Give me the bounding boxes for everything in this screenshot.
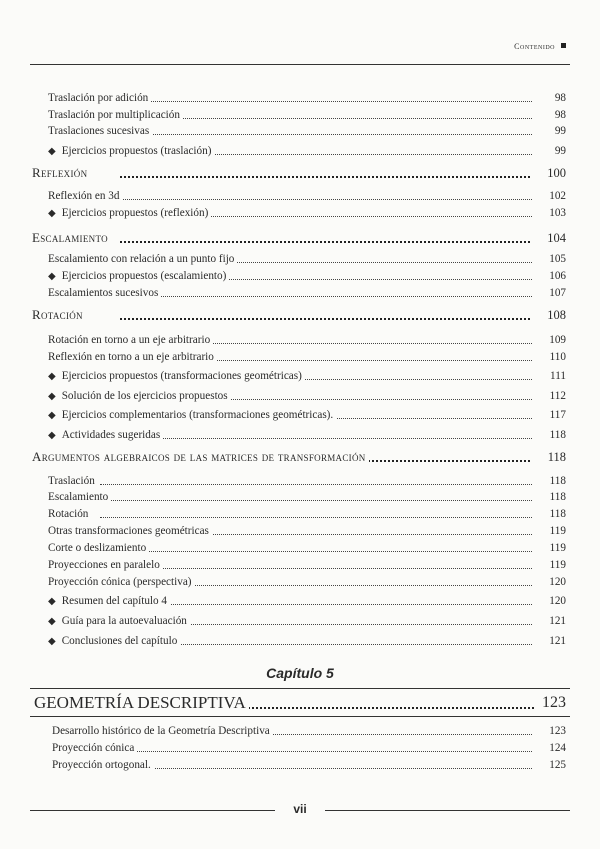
toc-entry[interactable] [0, 741, 600, 755]
toc-entry-text: Ejercicios complementarios (transformaciones geométricas). [61, 409, 334, 421]
toc-entry-text: Reflexión en torno a un eje arbitrario [48, 351, 214, 363]
toc-entry[interactable] [0, 634, 600, 648]
toc-entry[interactable] [0, 594, 600, 608]
toc-entry[interactable] [0, 189, 600, 203]
toc-entry[interactable] [0, 490, 600, 504]
toc-entry-label [48, 189, 122, 203]
toc-page-number: 110 [532, 350, 566, 364]
leader-dots [100, 758, 534, 769]
leader-dots [100, 474, 534, 485]
toc-page-number: 121 [532, 614, 566, 628]
leader-dots [100, 124, 534, 135]
page-footer [0, 800, 600, 820]
toc-page-number: 118 [532, 428, 566, 442]
diamond-bullet-icon: ◆ [48, 616, 56, 627]
toc-entry[interactable] [0, 269, 600, 283]
toc-entry-text: Proyección cónica [52, 742, 135, 754]
toc-entry-label [48, 408, 336, 423]
toc-entry[interactable] [0, 614, 600, 628]
toc-entry-label [48, 269, 229, 284]
toc-section[interactable] [0, 166, 600, 180]
toc-entry-label [52, 724, 273, 738]
toc-page-number: 123 [532, 724, 566, 738]
toc-entry-label [52, 758, 154, 772]
toc-entry-text: Resumen del capítulo 4 [61, 595, 168, 607]
diamond-bullet-icon: ◆ [48, 596, 56, 607]
toc-entry[interactable] [0, 541, 600, 555]
toc-page-number: 108 [532, 308, 566, 322]
page-number: vii [293, 802, 307, 816]
toc-page-number: 120 [532, 575, 566, 589]
toc-entry-label [48, 490, 111, 504]
toc-entry-label [48, 144, 214, 159]
leader-dots [100, 286, 534, 297]
running-title: Contenido [514, 42, 555, 51]
toc-entry[interactable] [0, 91, 600, 105]
toc-entry-label [48, 428, 163, 443]
toc-entry-text: Rotación [48, 508, 89, 520]
toc-entry-label [48, 575, 195, 589]
toc-entry-label [48, 91, 151, 105]
toc-page-number: 103 [532, 206, 566, 220]
toc-entry[interactable] [0, 558, 600, 572]
toc-entry-text: Desarrollo histórico de la Geometría Descriptiva [52, 725, 270, 737]
toc-entry-label [48, 286, 161, 300]
toc-entry[interactable] [0, 758, 600, 772]
toc-entry-label [32, 166, 90, 180]
leader-dots [100, 490, 534, 501]
toc-entry-label [32, 231, 111, 245]
toc-entry[interactable] [0, 124, 600, 138]
toc-entry-label [48, 350, 217, 364]
toc-entry-text: Otras transformaciones geométricas [48, 525, 209, 537]
toc-entry-text: Reflexión en 3d [48, 190, 120, 202]
toc-entry-label [48, 614, 190, 629]
running-header [514, 42, 566, 51]
toc-entry-text: Proyección cónica (perspectiva) [48, 576, 192, 588]
toc-section[interactable] [0, 450, 600, 464]
toc-entry-label [48, 333, 213, 347]
toc-page-number: 119 [532, 541, 566, 555]
leader-dots [120, 166, 534, 178]
diamond-bullet-icon: ◆ [48, 208, 56, 219]
toc-entry-text: Traslación [48, 475, 95, 487]
toc-entry-text: Ejercicios propuestos (escalamiento) [61, 270, 227, 282]
toc-entry[interactable] [0, 144, 600, 158]
diamond-bullet-icon: ◆ [48, 391, 56, 402]
toc-page-number: 118 [532, 450, 566, 464]
toc-page-number: 106 [532, 269, 566, 283]
toc-entry-text: Argumentos algebraicos de las matrices de transformación [32, 449, 366, 464]
toc-entry-text: Escalamiento con relación a un punto fijo [48, 253, 235, 265]
toc-page-number: 109 [532, 333, 566, 347]
toc-entry-label [48, 369, 305, 384]
toc-page-number: 118 [532, 474, 566, 488]
toc-entry[interactable] [0, 350, 600, 364]
chapter-label: Capítulo 5 [266, 665, 334, 681]
diamond-bullet-icon: ◆ [48, 410, 56, 421]
toc-page-number: 112 [532, 389, 566, 403]
toc-entry[interactable] [0, 724, 600, 738]
toc-entry-label [48, 558, 163, 572]
chapter-title: GEOMETRÍA DESCRIPTIVA [34, 692, 249, 714]
toc-entry-label [48, 474, 98, 488]
toc-page-number: 105 [532, 252, 566, 266]
toc-entry-text: Traslación por multiplicación [48, 109, 180, 121]
toc-entry-label [32, 450, 369, 464]
toc-page-number: 100 [532, 166, 566, 180]
toc-entry-label [48, 389, 231, 404]
chapter-rule [30, 688, 570, 689]
toc-entry-label [48, 206, 211, 221]
toc-entry-text: Ejercicios propuestos (traslación) [61, 145, 212, 157]
toc-page-number: 117 [532, 408, 566, 422]
toc-entry-text: Corte o deslizamiento [48, 542, 147, 554]
toc-entry-text: Traslaciones sucesivas [48, 125, 150, 137]
toc-entry-label [48, 507, 91, 521]
toc-entry-text: Actividades sugeridas [61, 429, 161, 441]
toc-entry-text: Proyección ortogonal. [52, 759, 151, 771]
chapter-page: 123 [542, 692, 566, 714]
leader-dots [100, 558, 534, 569]
chapter-title-entry[interactable] [0, 692, 600, 714]
diamond-bullet-icon: ◆ [48, 271, 56, 282]
toc-entry-label [32, 308, 86, 322]
leader-dots [100, 507, 534, 518]
leader-dots [240, 692, 534, 709]
toc-entry[interactable] [0, 333, 600, 347]
toc-entry-text: Traslación por adición [48, 92, 149, 104]
toc-entry-text: Escalamientos sucesivos [48, 287, 159, 299]
diamond-bullet-icon: ◆ [48, 636, 56, 647]
toc-entry-text: Conclusiones del capítulo [61, 635, 178, 647]
toc-entry[interactable] [0, 206, 600, 220]
toc-page-number: 120 [532, 594, 566, 608]
toc-entry-text: Reflexión [32, 165, 88, 180]
toc-entry[interactable] [0, 252, 600, 266]
toc-entry-text: Rotación [32, 307, 83, 322]
toc-page-number: 102 [532, 189, 566, 203]
square-bullet-icon [561, 43, 566, 48]
toc-page-number: 107 [532, 286, 566, 300]
toc-section[interactable] [0, 231, 600, 245]
toc-entry-label [48, 634, 180, 649]
toc-page-number: 125 [532, 758, 566, 772]
toc-entry-text: Escalamiento [32, 230, 108, 245]
toc-page-number: 118 [532, 490, 566, 504]
leader-dots [100, 91, 534, 102]
toc-entry-label [48, 594, 170, 609]
toc-page-number: 99 [532, 144, 566, 158]
leader-dots [100, 428, 534, 439]
toc-page-number: 98 [532, 108, 566, 122]
toc-entry[interactable] [0, 108, 600, 122]
toc-page-number: 111 [532, 369, 566, 383]
diamond-bullet-icon: ◆ [48, 430, 56, 441]
header-rule [30, 64, 570, 65]
toc-entry[interactable] [0, 369, 600, 383]
toc-entry-label [48, 524, 212, 538]
toc-page-number: 104 [532, 231, 566, 245]
leader-dots [100, 541, 534, 552]
toc-entry-label [48, 252, 237, 266]
toc-entry-label [48, 541, 149, 555]
toc-page-number: 119 [532, 558, 566, 572]
toc-entry[interactable] [0, 524, 600, 538]
toc-entry-text: Solución de los ejercicios propuestos [61, 390, 228, 402]
toc-page-number: 119 [532, 524, 566, 538]
toc-entry-text: Rotación en torno a un eje arbitrario [48, 334, 211, 346]
toc-entry-text: Ejercicios propuestos (reflexión) [61, 207, 209, 219]
toc-entry-label [48, 124, 152, 138]
toc-entry-label [52, 741, 137, 755]
diamond-bullet-icon: ◆ [48, 371, 56, 382]
toc-entry[interactable] [0, 389, 600, 403]
toc-entry-text: Escalamiento [48, 491, 109, 503]
leader-dots [100, 741, 534, 752]
toc-entry[interactable] [0, 428, 600, 442]
toc-entry-label [48, 108, 183, 122]
leader-dots [120, 308, 534, 320]
toc-page-number: 121 [532, 634, 566, 648]
footer-rule-right [325, 810, 570, 811]
toc-entry[interactable] [0, 507, 600, 521]
toc-page-number: 99 [532, 124, 566, 138]
chapter-title-rule [30, 716, 570, 717]
toc-entry-text: Proyecciones en paralelo [48, 559, 160, 571]
toc-entry[interactable] [0, 575, 600, 589]
diamond-bullet-icon: ◆ [48, 146, 56, 157]
toc-entry[interactable] [0, 286, 600, 300]
leader-dots [120, 231, 534, 243]
leader-dots [100, 189, 534, 200]
toc-page-number: 124 [532, 741, 566, 755]
toc-entry-text: Ejercicios propuestos (transformaciones geométricas) [61, 370, 302, 382]
toc-page-number: 118 [532, 507, 566, 521]
toc-entry[interactable] [0, 474, 600, 488]
toc-page-number: 98 [532, 91, 566, 105]
toc-section[interactable] [0, 308, 600, 322]
toc-entry[interactable] [0, 408, 600, 422]
toc-entry-text: Guía para la autoevaluación [61, 615, 187, 627]
